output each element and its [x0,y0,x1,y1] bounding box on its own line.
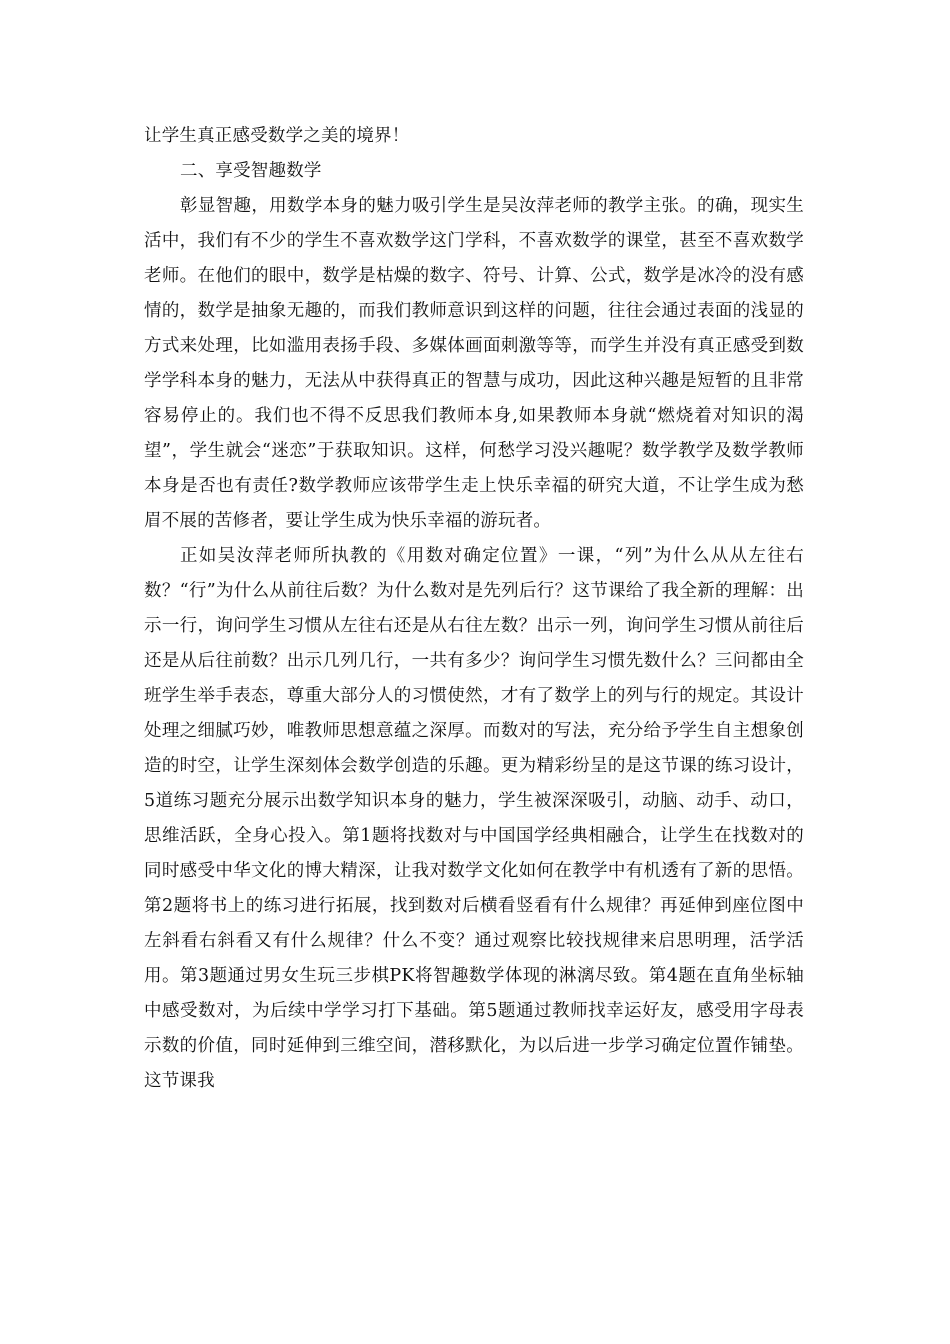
paragraph-1: 彰显智趣，用数学本身的魅力吸引学生是吴汝萍老师的教学主张。的确，现实生活中，我们有不少的学生不喜欢数学这门学科，不喜欢数学的课堂，甚至不喜欢数学老师。在他们的眼中，数学是枯燥的数字、符号、计算、公式，数学是冰冷的没有感情的，数学是抽象无趣的，而我们教师意识到这样的问题，往往会通过表面的浅显的方式来处理，比如滥用表扬手段、多媒体画面刺激等等，而学生并没有真正感受到数学学科本身的魅力，无法从中获得真正的智慧与成功，因此这种兴趣是短暂的且非常容易停止的。我们也不得不反思我们教师本身,如果教师本身就“燃烧着对知识的渴望”，学生就会“迷恋”于获取知识。这样，何愁学习没兴趣呢？数学教学及数学教师本身是否也有责任?数学教师应该带学生走上快乐幸福的研究大道，不让学生成为愁眉不展的苦修者，要让学生成为快乐幸福的游玩者。 [144,196,804,531]
document-body [144,119,804,1099]
lead-line: 让学生真正感受数学之美的境界！ [144,126,410,146]
paragraph-2: 正如吴汝萍老师所执教的《用数对确定位置》一课，“列”为什么从从左往右数？“行”为什么从前往后数？为什么数对是先列后行？这节课给了我全新的理解：出示一行，询问学生习惯从左往右还是从右往左数？出示一列，询问学生习惯从前往后还是从后往前数？出示几列几行，一共有多少？询问学生习惯先数什么？三问都由全班学生举手表态，尊重大部分人的习惯使然，才有了数学上的列与行的规定。其设计处理之细腻巧妙，唯教师思想意蕴之深厚。而数对的写法，充分给予学生自主想象创造的时空，让学生深刻体会数学创造的乐趣。更为精彩纷呈的是这节课的练习设计，5道练习题充分展示出数学知识本身的魅力，学生被深深吸引，动脑、动手、动口，思维活跃，全身心投入。第1题将找数对与中国国学经典相融合，让学生在找数对的同时感受中华文化的博大精深，让我对数学文化如何在教学中有机透有了新的思悟。第2题将书上的练习进行拓展，找到数对后横看竖看有什么规律？再延伸到座位图中左斜看右斜看又有什么规律？什么不变？通过观察比较找规律来启思明理，活学活用。第3题通过男女生玩三步棋PK将智趣数学体现的淋漓尽致。第4题在直角坐标轴中感受数对，为后续中学学习打下基础。第5题通过教师找幸运好友，感受用字母表示数的价值，同时延伸到三维空间，潜移默化，为以后进一步学习确定位置作铺垫。这节课我 [144,546,804,1091]
section-heading: 二、享受智趣数学 [180,161,322,181]
